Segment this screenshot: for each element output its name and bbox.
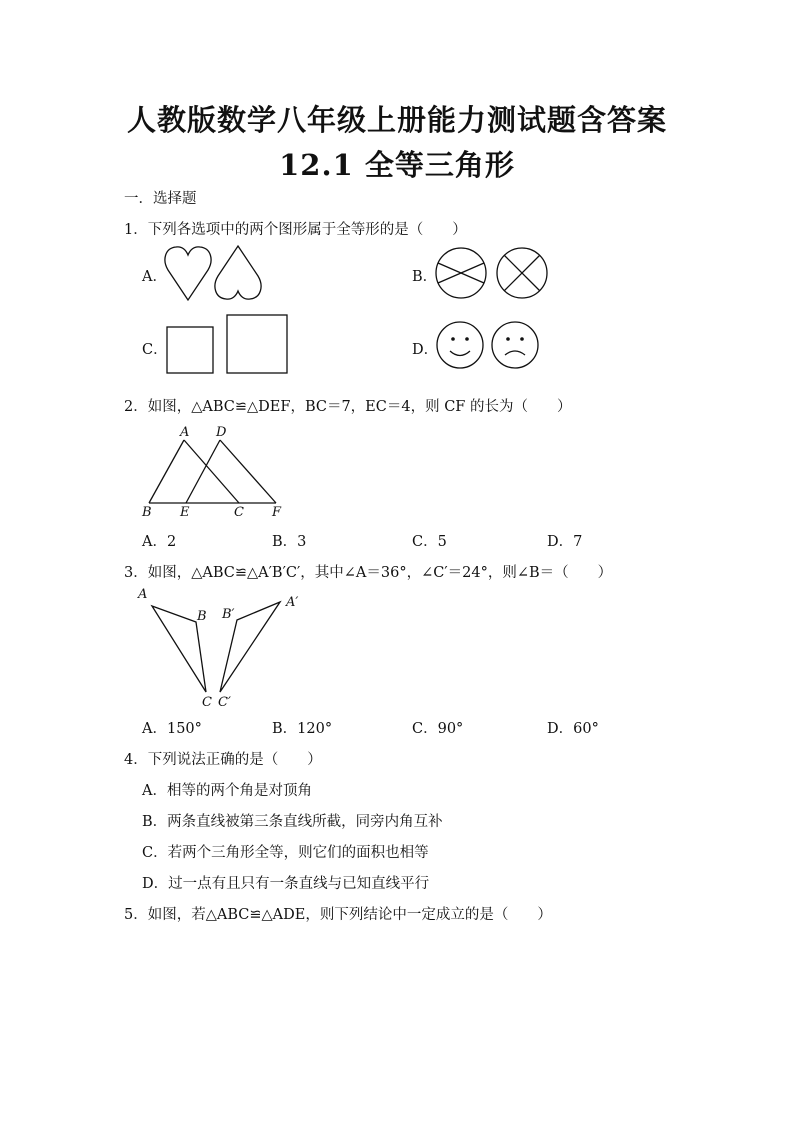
- q2-option-c: C．5: [412, 534, 447, 550]
- document-title: 人教版数学八年级上册能力测试题含答案: [126, 103, 667, 137]
- question-1-text: 1．下列各选项中的两个图形属于全等形的是（ ）: [124, 222, 467, 238]
- section-heading: 一．选择题: [124, 191, 197, 207]
- q1-option-c-label: C．: [142, 342, 168, 358]
- q2-label-e: E: [180, 505, 190, 520]
- q1-option-b-crossed-circles-figure: [432, 244, 552, 304]
- q2-label-b: B: [142, 505, 152, 520]
- q2-label-d: D: [216, 425, 227, 440]
- q3-label-b-prime: B′: [222, 607, 235, 622]
- question-2-text: 2．如图，△ABC≌△DEF，BC＝7，EC＝4，则 CF 的长为（ ）: [124, 399, 572, 415]
- q1-option-a-hearts-figure: [160, 240, 270, 305]
- q3-option-c: C．90°: [412, 721, 464, 737]
- q4-option-d: D．过一点有且只有一条直线与已知直线平行: [142, 876, 430, 892]
- q3-option-a: A．150°: [142, 721, 202, 737]
- q1-option-b-label: B．: [412, 269, 438, 285]
- q1-option-d-faces-figure: [434, 318, 544, 373]
- q2-triangles-figure: [136, 420, 296, 520]
- q1-option-d-label: D．: [412, 342, 439, 358]
- q2-label-a: A: [180, 425, 190, 440]
- q4-option-b: B．两条直线被第三条直线所截，同旁内角互补: [142, 814, 443, 830]
- q3-label-c: C: [202, 695, 212, 710]
- q3-label-b: B: [197, 609, 207, 624]
- question-4-text: 4．下列说法正确的是（ ）: [124, 752, 322, 768]
- question-3-text: 3．如图，△ABC≌△A′B′C′，其中∠A＝36°，∠C′＝24°，则∠B＝（ ）: [124, 565, 613, 581]
- q2-option-a: A．2: [142, 534, 177, 550]
- q2-label-c: C: [234, 505, 244, 520]
- q1-option-a-label: A．: [142, 269, 167, 285]
- q3-label-c-prime: C′: [218, 695, 231, 710]
- q4-option-a: A．相等的两个角是对顶角: [142, 783, 312, 799]
- q3-label-a-prime: A′: [286, 595, 299, 610]
- q2-label-f: F: [272, 505, 282, 520]
- q3-option-d: D．60°: [547, 721, 599, 737]
- question-5-text: 5．如图，若△ABC≌△ADE，则下列结论中一定成立的是（ ）: [124, 907, 552, 923]
- q4-option-c: C．若两个三角形全等，则它们的面积也相等: [142, 845, 429, 861]
- q3-option-b: B．120°: [272, 721, 333, 737]
- q2-option-b: B．3: [272, 534, 307, 550]
- q2-option-d: D．7: [547, 534, 583, 550]
- document-subtitle: 12.1 全等三角形: [279, 148, 515, 182]
- q3-label-a: A: [138, 587, 148, 602]
- q3-triangles-figure: [134, 584, 304, 712]
- q1-option-c-squares-figure: [162, 312, 297, 377]
